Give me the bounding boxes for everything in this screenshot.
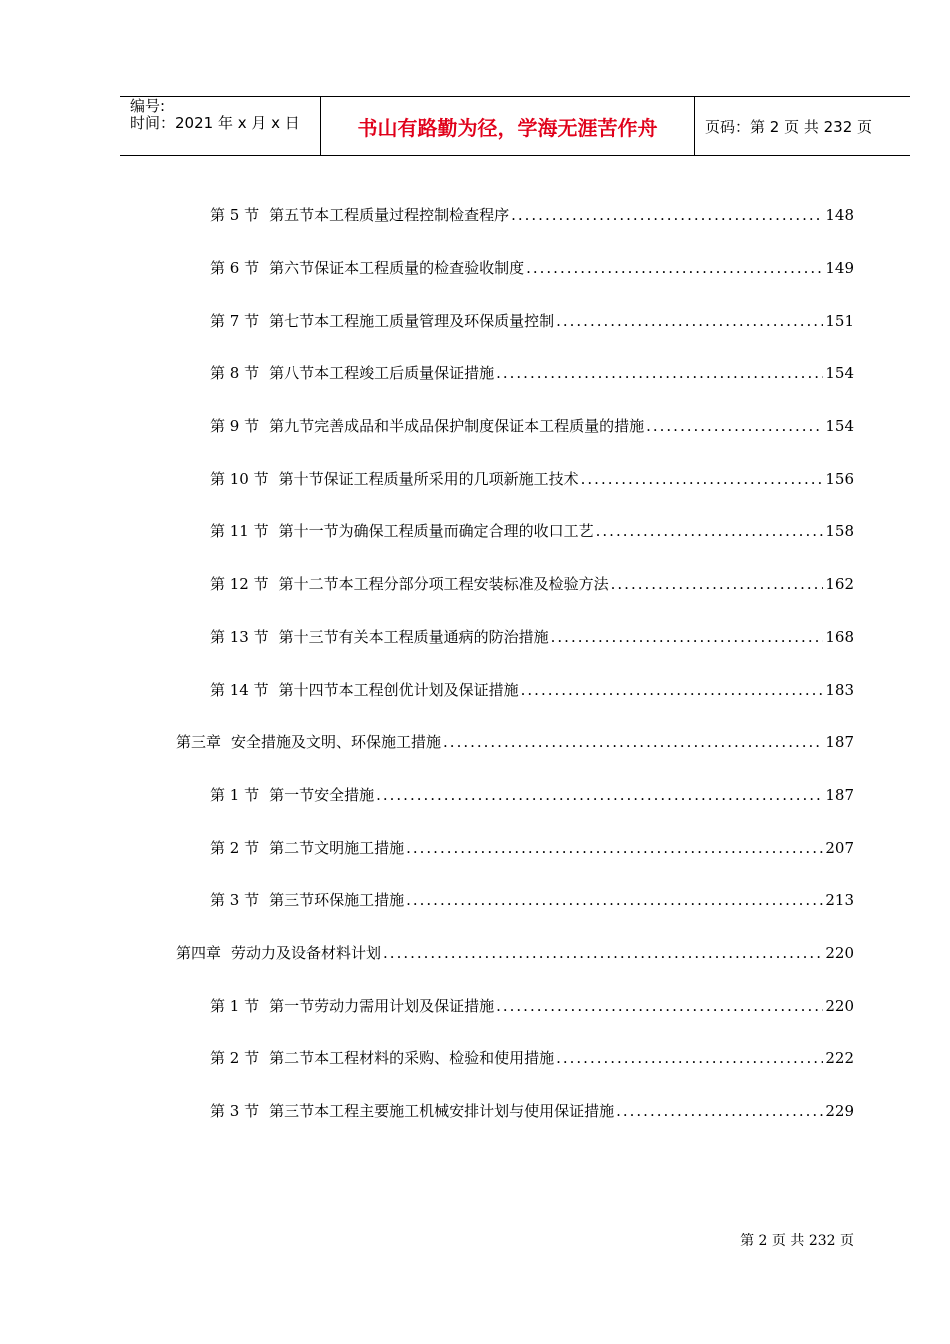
toc-entry-page: 207 [825, 839, 854, 857]
toc-entry-title: 第十四节本工程创优计划及保证措施 [278, 681, 519, 699]
toc-entry[interactable] [210, 257, 854, 279]
toc-entry-page: 183 [825, 681, 854, 699]
toc-entry-number: 第 2 节 [210, 1049, 260, 1067]
toc-leader-dots [611, 573, 824, 595]
toc-entry-title: 劳动力及设备材料计划 [231, 944, 382, 962]
toc-leader-dots [443, 731, 823, 753]
toc-entry-number: 第 8 节 [210, 364, 260, 382]
toc-entry-title: 第八节本工程竣工后质量保证措施 [269, 364, 495, 382]
toc-leader-dots [556, 310, 823, 332]
toc-entry-title: 第一节劳动力需用计划及保证措施 [269, 997, 495, 1015]
toc-entry-page: 229 [825, 1102, 854, 1120]
toc-entry-page: 156 [825, 470, 854, 488]
toc-entry-title: 第十节保证工程质量所采用的几项新施工技术 [278, 470, 579, 488]
toc-entry-title: 第九节完善成品和半成品保护制度保证本工程质量的措施 [269, 417, 645, 435]
toc-entry-page: 149 [825, 259, 854, 277]
toc-entry-title: 第十三节有关本工程质量通病的防治措施 [278, 628, 549, 646]
toc-entry-number: 第 1 节 [210, 997, 260, 1015]
toc-leader-dots [406, 837, 823, 859]
toc-entry-title: 第十一节为确保工程质量而确定合理的收口工艺 [278, 522, 594, 540]
toc-entry-title: 第六节保证本工程质量的检查验收制度 [269, 259, 525, 277]
toc-entry-number: 第 12 节 [210, 575, 269, 593]
toc-entry[interactable] [210, 784, 854, 806]
toc-leader-dots [616, 1100, 823, 1122]
toc-entry[interactable] [210, 679, 854, 701]
toc-entry[interactable] [210, 1047, 854, 1069]
toc-entry-title: 第七节本工程施工质量管理及环保质量控制 [269, 312, 555, 330]
toc-leader-dots [383, 942, 823, 964]
toc-entry-number: 第 13 节 [210, 628, 269, 646]
toc-leader-dots [581, 468, 824, 490]
toc-entry-page: 154 [825, 364, 854, 382]
toc-entry-page: 148 [825, 206, 854, 224]
toc-entry[interactable] [210, 889, 854, 911]
toc-entry-page: 222 [825, 1049, 854, 1067]
toc-entry-page: 162 [825, 575, 854, 593]
toc-chapter-entry[interactable] [176, 731, 854, 753]
toc-entry[interactable] [210, 1100, 854, 1122]
toc-entry-number: 第 5 节 [210, 206, 260, 224]
toc-leader-dots [496, 362, 823, 384]
toc-entry[interactable] [210, 468, 854, 490]
toc-entry-title: 安全措施及文明、环保施工措施 [231, 733, 442, 751]
toc-entry-title: 第二节本工程材料的采购、检验和使用措施 [269, 1049, 555, 1067]
toc-leader-dots [556, 1047, 823, 1069]
toc-entry-page: 154 [825, 417, 854, 435]
header-meta [120, 97, 321, 155]
toc-entry-number: 第 11 节 [210, 522, 269, 540]
toc-entry-number: 第 3 节 [210, 1102, 260, 1120]
toc-entry-number: 第 3 节 [210, 891, 260, 909]
toc-entry-number: 第 1 节 [210, 786, 260, 804]
toc-entry[interactable] [210, 520, 854, 542]
toc-entry-title: 第十二节本工程分部分项工程安装标准及检验方法 [278, 575, 609, 593]
toc-entry[interactable] [210, 626, 854, 648]
toc-entry-number: 第三章 [176, 733, 222, 751]
toc-entry-number: 第四章 [176, 944, 222, 962]
toc-entry-page: 220 [825, 997, 854, 1015]
toc-entry-title: 第一节安全措施 [269, 786, 375, 804]
toc-leader-dots [496, 995, 823, 1017]
toc-leader-dots [511, 204, 823, 226]
toc-entry-number: 第 7 节 [210, 312, 260, 330]
toc-entry-title: 第三节环保施工措施 [269, 891, 405, 909]
header-page-info: 页码：第 2 页 共 232 页 [705, 117, 873, 136]
toc-leader-dots [526, 257, 823, 279]
toc-entry-title: 第五节本工程质量过程控制检查程序 [269, 206, 510, 224]
toc-entry-number: 第 9 节 [210, 417, 260, 435]
toc-leader-dots [406, 889, 823, 911]
page-footer: 第 2 页 共 232 页 [740, 1233, 854, 1249]
toc-entry-page: 187 [825, 733, 854, 751]
toc-entry-page: 213 [825, 891, 854, 909]
toc-entry-number: 第 6 节 [210, 259, 260, 277]
serial-number-label: 编号: [130, 97, 166, 115]
toc-entry-page: 168 [825, 628, 854, 646]
toc-entry[interactable] [210, 310, 854, 332]
toc-entry-page: 187 [825, 786, 854, 804]
toc-entry[interactable] [210, 995, 854, 1017]
toc-entry-number: 第 2 节 [210, 839, 260, 857]
toc-entry[interactable] [210, 362, 854, 384]
toc-entry-page: 151 [825, 312, 854, 330]
toc-leader-dots [521, 679, 824, 701]
header-motto: 书山有路勤为径，学海无涯苦作舟 [321, 97, 695, 155]
toc-entry[interactable] [210, 204, 854, 226]
toc-leader-dots [596, 520, 824, 542]
page-header [120, 96, 910, 156]
date-label: 时间：2021 年 x 月 x 日 [130, 114, 300, 132]
toc-entry-title: 第二节文明施工措施 [269, 839, 405, 857]
toc-entry-number: 第 14 节 [210, 681, 269, 699]
toc-entry-number: 第 10 节 [210, 470, 269, 488]
toc-entry-page: 158 [825, 522, 854, 540]
toc-entry[interactable] [210, 837, 854, 859]
toc-chapter-entry[interactable] [176, 942, 854, 964]
toc-leader-dots [376, 784, 823, 806]
toc-entry-title: 第三节本工程主要施工机械安排计划与使用保证措施 [269, 1102, 615, 1120]
toc-leader-dots [646, 415, 823, 437]
toc-entry[interactable] [210, 415, 854, 437]
toc-entry[interactable] [210, 573, 854, 595]
toc-leader-dots [551, 626, 824, 648]
toc-entry-page: 220 [825, 944, 854, 962]
